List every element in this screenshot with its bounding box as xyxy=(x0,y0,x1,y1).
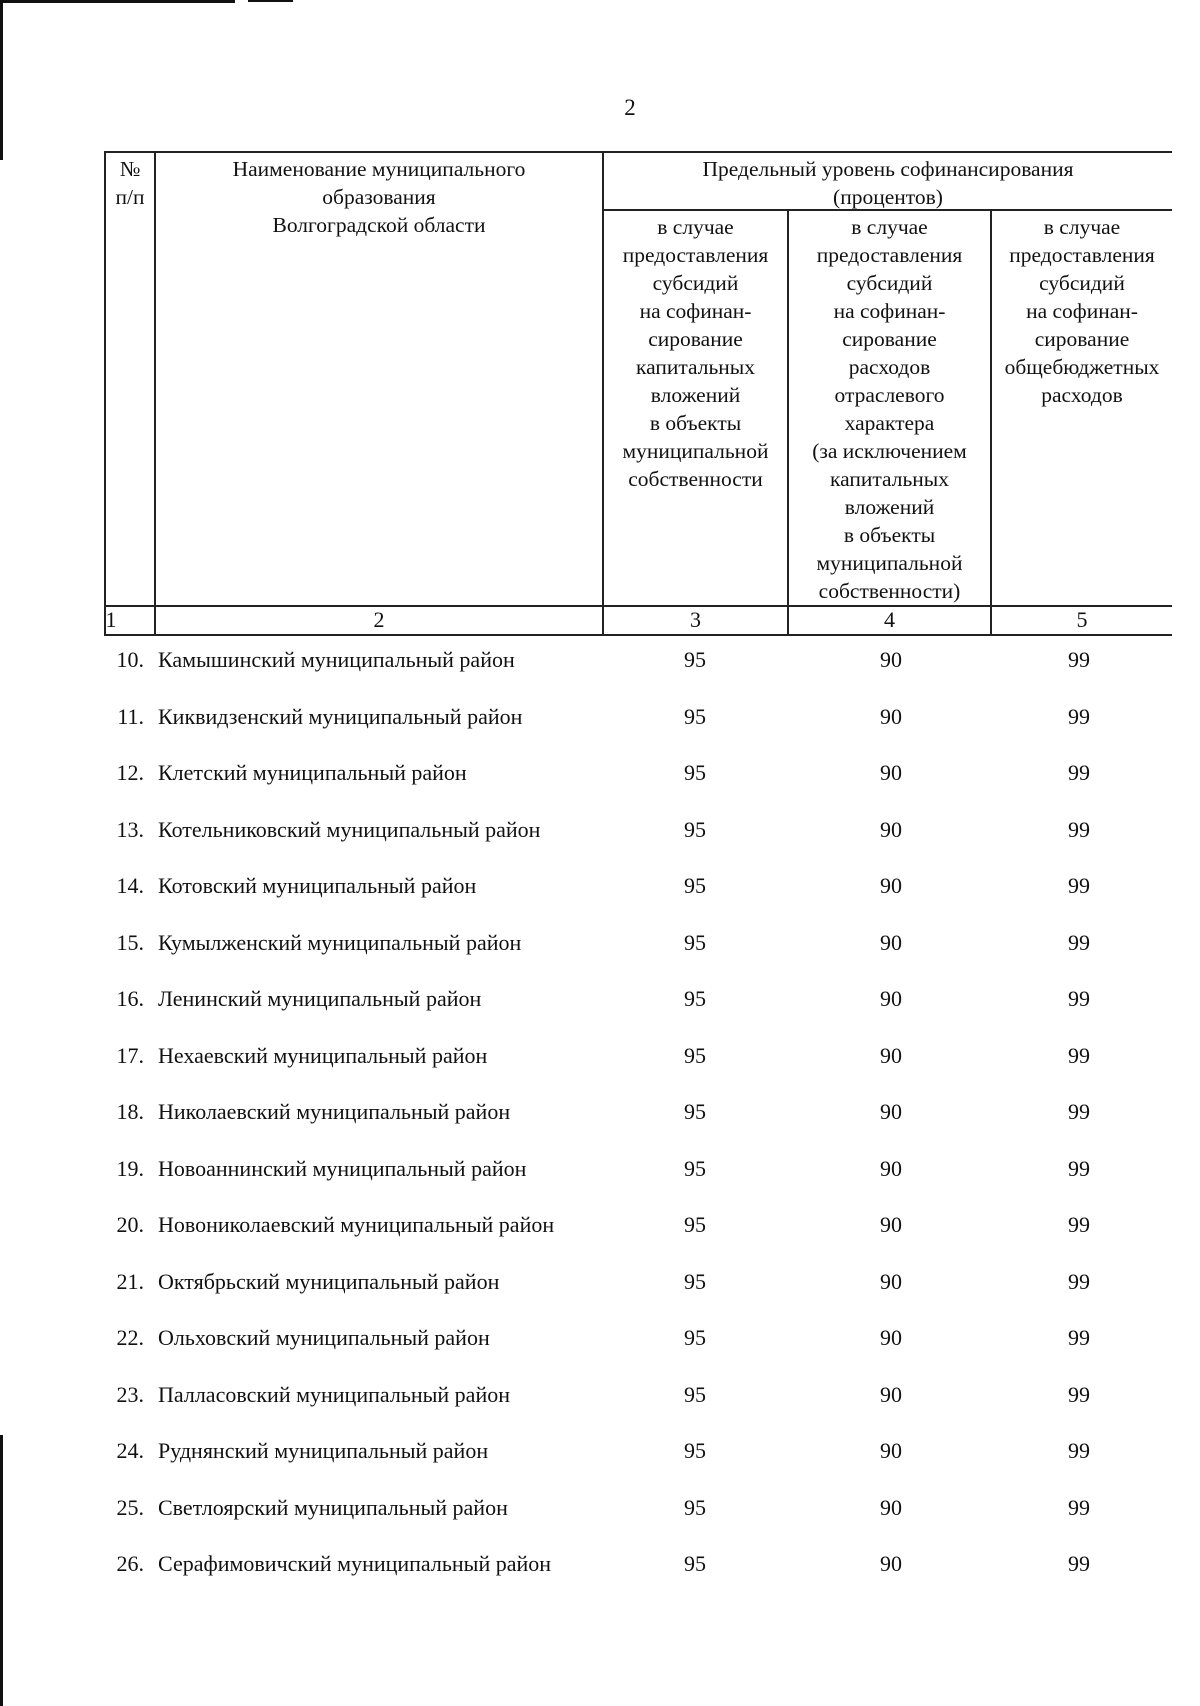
municipality-name: Котовский муниципальный район xyxy=(158,873,477,898)
value-capital: 95 xyxy=(684,1099,706,1124)
header-col-name: Наименование муниципального образования Волгоградской области xyxy=(232,157,526,237)
row-number: 21. xyxy=(116,1268,144,1294)
value-capital: 95 xyxy=(684,929,706,955)
row-number: 17. xyxy=(116,1042,144,1068)
row-number: 24. xyxy=(116,1438,144,1463)
municipality-name: Руднянский муниципальный район xyxy=(158,1438,489,1463)
value-sectoral: 90 xyxy=(880,1325,902,1350)
table-row xyxy=(104,752,1172,792)
value-general: 99 xyxy=(1068,1155,1090,1181)
table-row xyxy=(104,1374,1172,1414)
row-number: 12. xyxy=(116,760,144,785)
municipality-name: Николаевский муниципальный район xyxy=(158,1099,511,1124)
value-sectoral: 90 xyxy=(880,1212,902,1237)
municipality-name: Светлоярский муниципальный район xyxy=(158,1494,508,1520)
column-number: 2 xyxy=(373,607,385,632)
column-number: 4 xyxy=(884,607,895,632)
value-general: 99 xyxy=(1068,760,1090,785)
row-number: 20. xyxy=(116,1212,144,1237)
row-number: 22. xyxy=(116,1325,144,1350)
value-sectoral: 90 xyxy=(880,1381,902,1407)
value-sectoral: 90 xyxy=(880,1042,902,1068)
value-general: 99 xyxy=(1068,1325,1090,1350)
value-sectoral: 90 xyxy=(880,929,902,955)
value-capital: 95 xyxy=(684,816,706,842)
table-row xyxy=(104,809,1172,849)
scan-edge-line xyxy=(248,0,293,2)
value-sectoral: 90 xyxy=(880,1268,902,1294)
value-capital: 95 xyxy=(684,1381,706,1407)
value-general: 99 xyxy=(1068,1494,1090,1520)
row-number: 19. xyxy=(116,1155,144,1181)
municipality-name: Ленинский муниципальный район xyxy=(158,986,482,1011)
row-number: 26. xyxy=(116,1551,144,1576)
table-row xyxy=(104,1148,1172,1188)
table-row xyxy=(104,1543,1172,1583)
header-col-group: Предельный уровень софинансирования (процентов) xyxy=(702,157,1074,209)
header-col-num: № п/п xyxy=(115,157,145,209)
table-row xyxy=(104,1261,1172,1301)
value-capital: 95 xyxy=(684,1042,706,1068)
value-general: 99 xyxy=(1068,1268,1090,1294)
page-number: 2 xyxy=(624,95,636,120)
table-row xyxy=(104,922,1172,962)
row-number: 10. xyxy=(116,647,144,672)
value-general: 99 xyxy=(1068,1381,1090,1407)
value-capital: 95 xyxy=(684,647,706,672)
value-capital: 95 xyxy=(684,1268,706,1294)
row-number: 23. xyxy=(116,1381,144,1407)
row-number: 18. xyxy=(116,1099,144,1124)
header-col3: в случае предоставления субсидий на софинан- сирование капитальных вложений в объекты муниципальной собственности xyxy=(622,215,769,491)
value-capital: 95 xyxy=(684,1325,706,1350)
table-row xyxy=(104,1035,1172,1075)
value-sectoral: 90 xyxy=(880,1438,902,1463)
row-number: 16. xyxy=(116,986,144,1011)
value-sectoral: 90 xyxy=(880,816,902,842)
value-general: 99 xyxy=(1068,1042,1090,1068)
municipality-name: Котельниковский муниципальный район xyxy=(158,816,541,842)
value-capital: 95 xyxy=(684,760,706,785)
row-number: 25. xyxy=(116,1494,144,1520)
row-number: 14. xyxy=(116,873,144,898)
municipality-name: Палласовский муниципальный район xyxy=(158,1381,510,1407)
value-general: 99 xyxy=(1068,703,1090,729)
municipality-name: Новониколаевский муниципальный район xyxy=(158,1212,555,1237)
header-col5: в случае предоставления субсидий на софинан- сирование общебюджетных расходов xyxy=(1004,215,1160,407)
row-number: 13. xyxy=(116,816,144,842)
table-row xyxy=(104,639,1172,679)
value-capital: 95 xyxy=(684,1212,706,1237)
table-row xyxy=(104,865,1172,905)
value-sectoral: 90 xyxy=(880,986,902,1011)
value-capital: 95 xyxy=(684,1494,706,1520)
value-general: 99 xyxy=(1068,929,1090,955)
header-top-border xyxy=(104,151,1172,153)
value-capital: 95 xyxy=(684,986,706,1011)
table-row xyxy=(104,1430,1172,1470)
column-number: 3 xyxy=(690,607,701,632)
scan-edge-line xyxy=(0,0,3,160)
table-row xyxy=(104,696,1172,736)
header-col4: в случае предоставления субсидий на софинан- сирование расходов отраслевого характера (за исключением капитальных вложений в объекты муниципальной собственности) xyxy=(812,215,967,603)
municipality-name: Нехаевский муниципальный район xyxy=(158,1042,488,1068)
table-row xyxy=(104,1487,1172,1527)
column-number: 1 xyxy=(105,607,117,632)
value-sectoral: 90 xyxy=(880,1099,902,1124)
value-general: 99 xyxy=(1068,986,1090,1011)
row-number: 15. xyxy=(116,929,144,955)
municipality-name: Октябрьский муниципальный район xyxy=(158,1268,500,1294)
scan-edge-line xyxy=(0,0,235,3)
table-row xyxy=(104,1317,1172,1357)
column-number: 5 xyxy=(1076,607,1088,632)
value-sectoral: 90 xyxy=(880,760,902,785)
municipality-name: Серафимовичский муниципальный район xyxy=(158,1551,552,1576)
municipality-name: Новоаннинский муниципальный район xyxy=(158,1155,527,1181)
municipality-name: Киквидзенский муниципальный район xyxy=(158,703,523,729)
value-general: 99 xyxy=(1068,1551,1090,1576)
value-sectoral: 90 xyxy=(880,1155,902,1181)
table-row xyxy=(104,1204,1172,1244)
column-divider xyxy=(104,151,106,635)
scan-edge-line xyxy=(0,1435,3,1706)
value-general: 99 xyxy=(1068,1212,1090,1237)
row-number: 11. xyxy=(117,703,144,729)
municipality-name: Клетский муниципальный район xyxy=(158,760,467,785)
value-capital: 95 xyxy=(684,873,706,898)
table-row xyxy=(104,1091,1172,1131)
table-row xyxy=(104,978,1172,1018)
value-general: 99 xyxy=(1068,816,1090,842)
value-capital: 95 xyxy=(684,1438,706,1463)
value-sectoral: 90 xyxy=(880,873,902,898)
municipality-name: Ольховский муниципальный район xyxy=(158,1325,490,1350)
value-sectoral: 90 xyxy=(880,1551,902,1576)
value-general: 99 xyxy=(1068,1438,1090,1463)
value-general: 99 xyxy=(1068,647,1090,672)
table-header xyxy=(104,151,1172,635)
value-sectoral: 90 xyxy=(880,647,902,672)
value-general: 99 xyxy=(1068,1099,1090,1124)
municipality-name: Кумылженский муниципальный район xyxy=(158,929,522,955)
value-capital: 95 xyxy=(684,703,706,729)
value-general: 99 xyxy=(1068,873,1090,898)
value-capital: 95 xyxy=(684,1155,706,1181)
value-sectoral: 90 xyxy=(880,1494,902,1520)
municipality-name: Камышинский муниципальный район xyxy=(158,647,515,672)
value-capital: 95 xyxy=(684,1551,706,1576)
value-sectoral: 90 xyxy=(880,703,902,729)
